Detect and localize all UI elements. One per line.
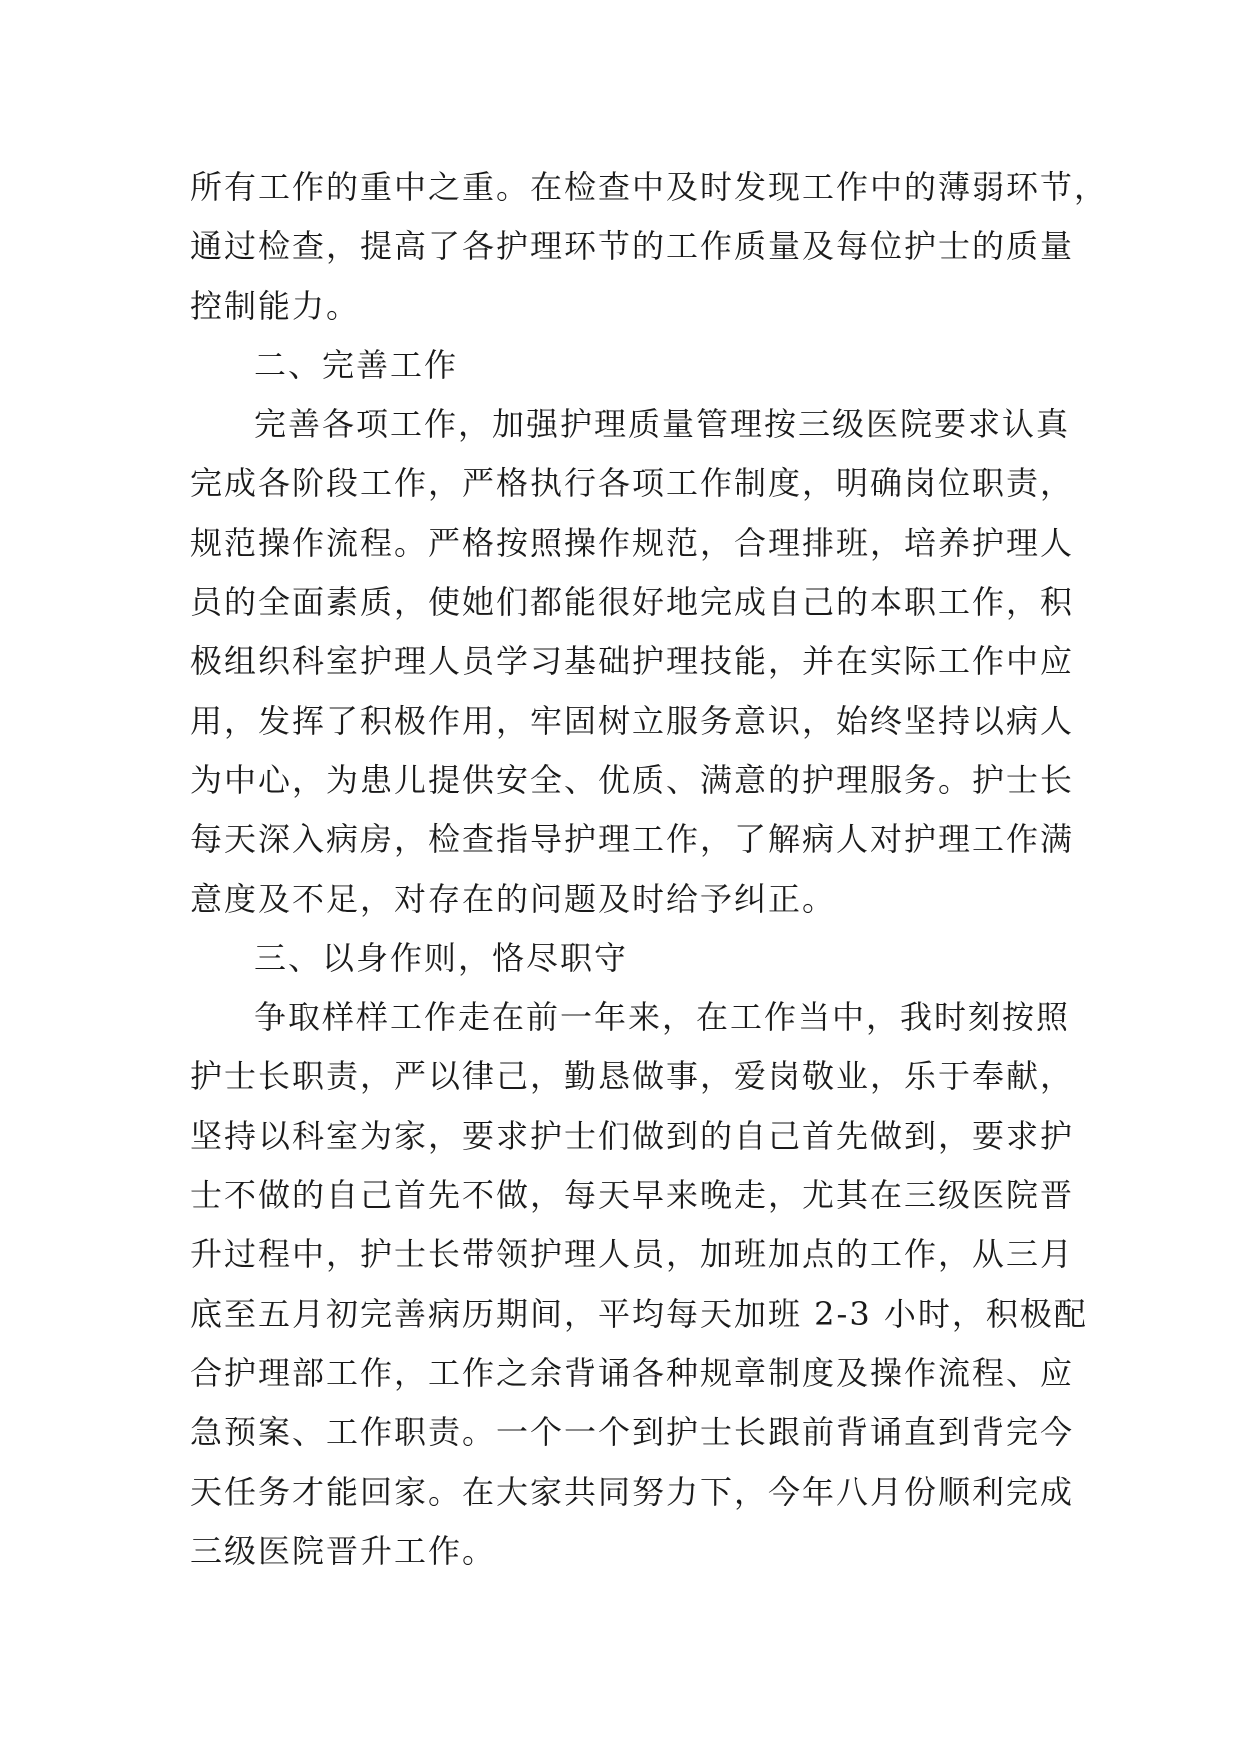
paragraph-line: 极组织科室护理人员学习基础护理技能，并在实际工作中应 <box>190 642 1075 681</box>
paragraph-line: 争取样样工作走在前一年来，在工作当中，我时刻按照 <box>254 998 1071 1037</box>
document-body <box>190 158 1109 1581</box>
section-heading: 二、完善工作 <box>254 345 459 384</box>
paragraph-line: 员的全面素质，使她们都能很好地完成自己的本职工作，积 <box>190 583 1075 622</box>
paragraph-line: 意度及不足，对存在的问题及时给予纠正。 <box>190 879 837 918</box>
paragraph-line: 通过检查，提高了各护理环节的工作质量及每位护士的质量 <box>190 227 1075 266</box>
paragraph-line: 底至五月初完善病历期间，平均每天加班 2-3 小时，积极配 <box>190 1294 1088 1333</box>
paragraph-line: 为中心，为患儿提供安全、优质、满意的护理服务。护士长 <box>190 760 1075 799</box>
paragraph-line: 控制能力。 <box>190 286 361 325</box>
paragraph-line: 坚持以科室为家，要求护士们做到的自己首先做到，要求护 <box>190 1116 1075 1155</box>
paragraph-line: 护士长职责，严以律己，勤恳做事，爱岗敬业，乐于奉献， <box>190 1057 1075 1096</box>
paragraph-line: 升过程中，护士长带领护理人员，加班加点的工作，从三月 <box>190 1235 1075 1274</box>
paragraph-line: 规范操作流程。严格按照操作规范，合理排班，培养护理人 <box>190 523 1075 562</box>
paragraph-line: 三级医院晋升工作。 <box>190 1531 497 1570</box>
paragraph-line: 士不做的自己首先不做，每天早来晚走，尤其在三级医院晋 <box>190 1176 1075 1215</box>
paragraph-line: 天任务才能回家。在大家共同努力下，今年八月份顺利完成 <box>190 1472 1075 1511</box>
paragraph-line: 完成各阶段工作，严格执行各项工作制度，明确岗位职责， <box>190 464 1075 503</box>
paragraph-line: 合护理部工作，工作之余背诵各种规章制度及操作流程、应 <box>190 1353 1075 1392</box>
paragraph-line: 急预案、工作职责。一个一个到护士长跟前背诵直到背完今 <box>190 1413 1075 1452</box>
paragraph-line: 每天深入病房，检查指导护理工作，了解病人对护理工作满 <box>190 820 1075 859</box>
paragraph-line: 用，发挥了积极作用，牢固树立服务意识，始终坚持以病人 <box>190 701 1075 740</box>
section-heading: 三、以身作则，恪尽职守 <box>254 938 629 977</box>
paragraph-line: 所有工作的重中之重。在检查中及时发现工作中的薄弱环节， <box>190 168 1109 206</box>
paragraph-line: 完善各项工作，加强护理质量管理按三级医院要求认真 <box>254 405 1071 444</box>
